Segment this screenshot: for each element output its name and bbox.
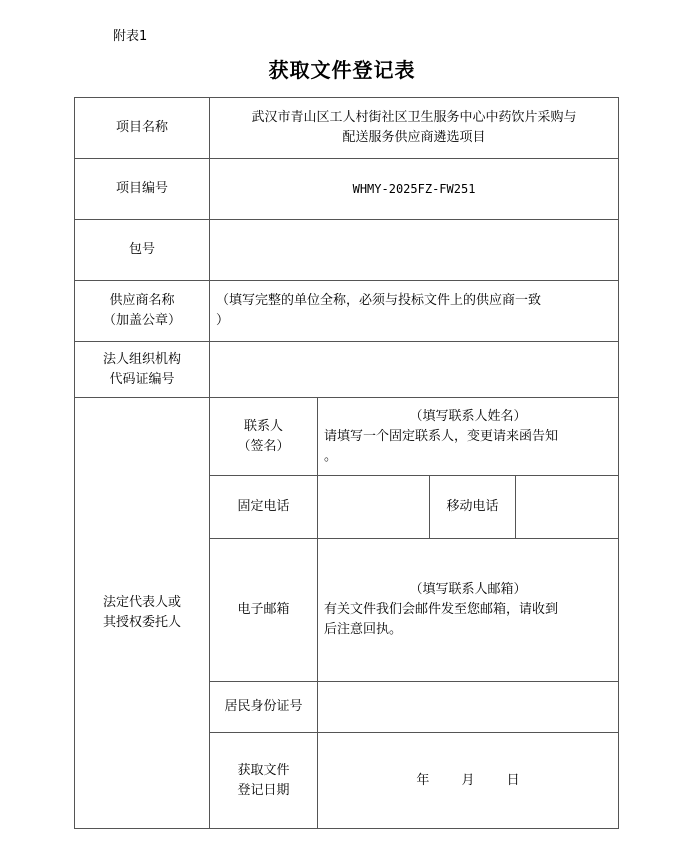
date-label-line2: 登记日期 xyxy=(237,782,290,798)
date-month: 月 xyxy=(461,772,475,788)
email-hint-title: （填写联系人邮箱） xyxy=(409,582,527,597)
row-package-no xyxy=(75,220,619,281)
id-card-label: 居民身份证号 xyxy=(210,682,318,733)
project-no-label: 项目编号 xyxy=(75,159,210,220)
package-no-field[interactable] xyxy=(210,220,619,281)
org-code-label-line2: 代码证编号 xyxy=(109,371,175,387)
project-name-line2: 配送服务供应商遴选项目 xyxy=(342,130,486,145)
date-year: 年 xyxy=(416,772,430,788)
appendix-label: 附表1 xyxy=(113,29,148,44)
date-day: 日 xyxy=(506,772,520,788)
email-field[interactable] xyxy=(318,539,619,682)
contact-label xyxy=(210,398,318,476)
supplier-name-label-line2: （加盖公章） xyxy=(102,313,181,328)
row-org-code xyxy=(75,342,619,398)
email-hint-line1: 有关文件我们会邮件发至您邮箱，请收到 xyxy=(324,602,559,617)
supplier-name-hint-line2: ） xyxy=(216,313,230,328)
contact-label-line1: 联系人 xyxy=(243,418,283,434)
supplier-name-label-line1: 供应商名称 xyxy=(109,293,175,308)
representative-label-line1: 法定代表人或 xyxy=(102,595,181,610)
project-no-value: WHMY-2025FZ-FW251 xyxy=(210,159,619,220)
date-label xyxy=(210,733,318,829)
org-code-label-line1: 法人组织机构 xyxy=(102,351,181,367)
supplier-name-hint-line1: （填写完整的单位全称，必须与投标文件上的供应商一致 xyxy=(216,293,542,308)
contact-hint-title: （填写联系人姓名） xyxy=(409,408,527,424)
org-code-field[interactable] xyxy=(210,342,619,398)
row-project-no xyxy=(75,159,619,220)
row-project-name xyxy=(75,98,619,159)
package-no-label: 包号 xyxy=(75,220,210,281)
supplier-name-field[interactable] xyxy=(210,281,619,342)
date-field[interactable] xyxy=(318,733,619,829)
mobile-label: 移动电话 xyxy=(430,476,516,539)
org-code-label xyxy=(75,342,210,398)
landline-field[interactable] xyxy=(318,476,430,539)
project-name-line1: 武汉市青山区工人村街社区卫生服务中心中药饮片采购与 xyxy=(251,110,577,125)
mobile-field[interactable] xyxy=(516,476,619,539)
email-label: 电子邮箱 xyxy=(210,539,318,682)
project-name-value xyxy=(210,98,619,159)
row-contact xyxy=(75,398,619,476)
email-hint-line2: 后注意回执。 xyxy=(324,622,403,637)
representative-label-line2: 其授权委托人 xyxy=(102,615,181,630)
date-label-line1: 获取文件 xyxy=(237,762,290,778)
landline-label: 固定电话 xyxy=(210,476,318,539)
project-name-label: 项目名称 xyxy=(75,98,210,159)
row-supplier-name xyxy=(75,281,619,342)
representative-label xyxy=(75,398,210,829)
id-card-field[interactable] xyxy=(318,682,619,733)
document-title: 获取文件登记表 xyxy=(268,58,416,82)
contact-field[interactable] xyxy=(318,398,619,476)
contact-hint-line2: 。 xyxy=(324,448,338,464)
registration-form-table xyxy=(74,97,619,829)
supplier-name-label xyxy=(75,281,210,342)
contact-label-line2: （签名） xyxy=(237,438,290,454)
contact-hint-line1: 请填写一个固定联系人，变更请来函告知 xyxy=(324,428,559,444)
